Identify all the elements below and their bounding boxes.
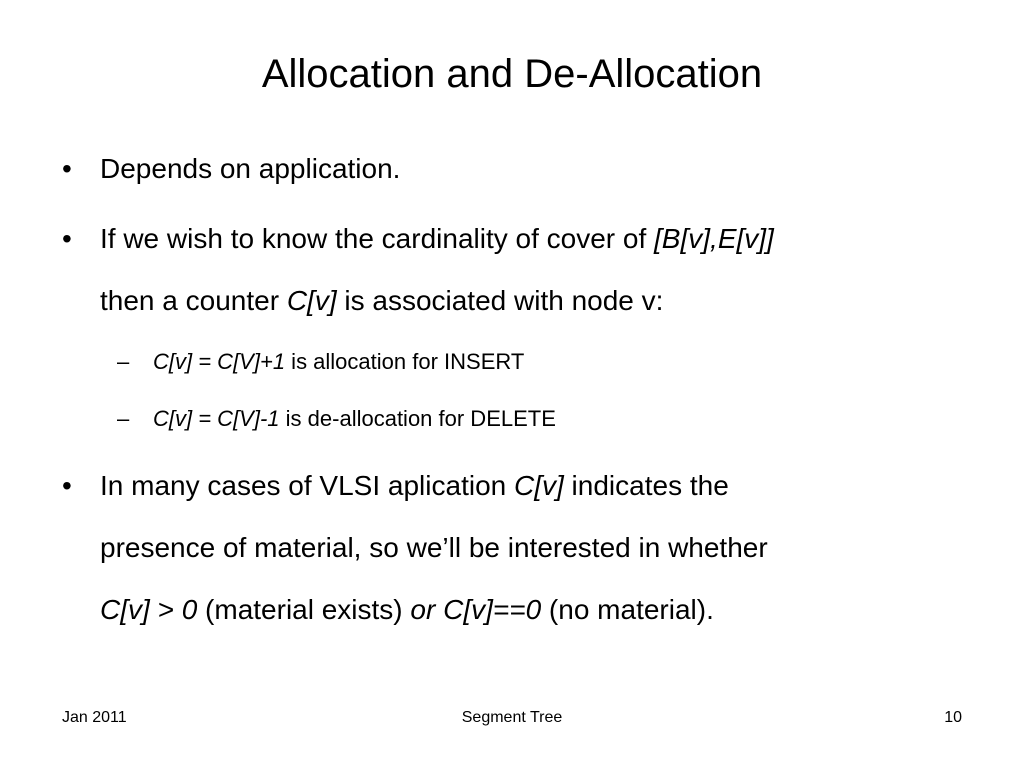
sub-bullet-marker: – — [117, 349, 130, 374]
bullet-text-line — [100, 469, 729, 503]
italic-expression: or C[v]==0 — [410, 594, 542, 625]
bullet-text-line: presence of material, so we’ll be interested in whether — [100, 532, 768, 563]
text-run: If we wish to know the cardinality of cover of — [100, 223, 655, 254]
footer-page-number: 10 — [944, 709, 962, 726]
sub-bullet-text — [153, 348, 524, 376]
italic-expression: C[v] — [286, 285, 337, 316]
bullet-marker: • — [62, 153, 72, 184]
sub-bullet-text — [153, 405, 556, 433]
bullet-item — [62, 222, 962, 256]
text-run: is associated with node v: — [336, 285, 664, 316]
text-run: indicates the — [563, 470, 729, 501]
sub-bullet-item — [117, 348, 917, 376]
bullet-text: Depends on application. — [100, 153, 401, 184]
bullet-text-line — [100, 222, 774, 256]
bullet-marker: • — [62, 223, 72, 254]
text-run: (no material). — [541, 594, 714, 625]
bullet-text-line — [100, 284, 663, 318]
italic-expression: C[v] = C[V]+1 — [153, 349, 286, 374]
sub-bullet-marker: – — [117, 406, 130, 431]
italic-expression: [B[v],E[v]] — [654, 223, 774, 254]
bullet-text-line — [100, 593, 714, 627]
bullet-item — [62, 152, 962, 186]
italic-expression: C[v] > 0 — [100, 594, 198, 625]
bullet-marker: • — [62, 470, 72, 501]
text-run: In many cases of VLSI aplication — [100, 470, 514, 501]
italic-expression: C[v] = C[V]-1 — [153, 406, 280, 431]
footer-date: Jan 2011 — [62, 709, 127, 726]
text-run: is allocation for INSERT — [285, 349, 525, 374]
footer-title: Segment Tree — [461, 709, 563, 726]
sub-bullet-item — [117, 405, 917, 433]
text-run: then a counter — [100, 285, 287, 316]
text-run: is de-allocation for DELETE — [279, 406, 556, 431]
bullet-item — [62, 469, 962, 503]
text-run: (material exists) — [197, 594, 411, 625]
slide-title: Allocation and De-Allocation — [261, 52, 763, 96]
italic-expression: C[v] — [514, 470, 564, 501]
